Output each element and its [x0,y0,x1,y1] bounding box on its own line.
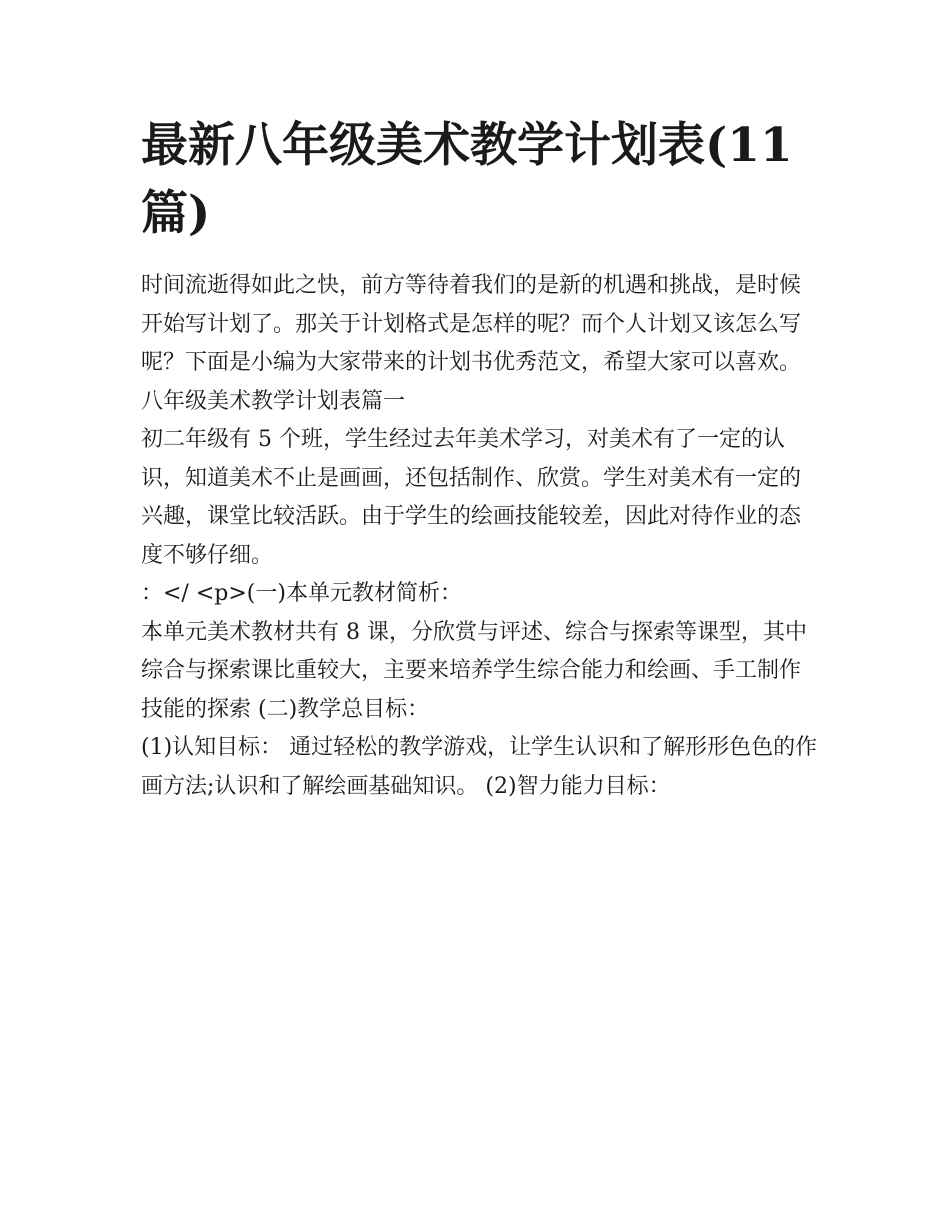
unit-description-paragraph: 本单元美术教材共有 8 课，分欣赏与评述、综合与探索等课型，其中综合与探索课比重较大，主要来培养学生综合能力和绘画、手工制作技能的探索 (二)教学总目标： [141,619,807,722]
section-heading: 八年级美术教学计划表篇一 [141,388,406,414]
intro-paragraph: 时间流逝得如此之快，前方等待着我们的是新的机遇和挑战，是时候开始写计划了。那关于计划格式是怎样的呢？而个人计划又该怎么写呢？下面是小编为大家带来的计划书优秀范文，希望大家可以喜欢。 [141,273,802,375]
unit-analysis-heading: ：</ <p>(一)本单元教材简析： [141,581,462,606]
document-body [141,112,821,806]
class-overview-paragraph: 初二年级有 5 个班，学生经过去年美术学习，对美术有了一定的认识，知道美术不止是画画，还包括制作、欣赏。学生对美术有一定的兴趣，课堂比较活跃。由于学生的绘画技能较差，因此对待作业的态度不够仔细。 [141,427,802,568]
document-title: 最新八年级美术教学计划表(11篇) [141,118,793,241]
goals-paragraph: (1)认知目标： 通过轻松的教学游戏，让学生认识和了解形形色色的作画方法;认识和了解绘画基础知识。 (2)智力能力目标： [141,735,818,799]
